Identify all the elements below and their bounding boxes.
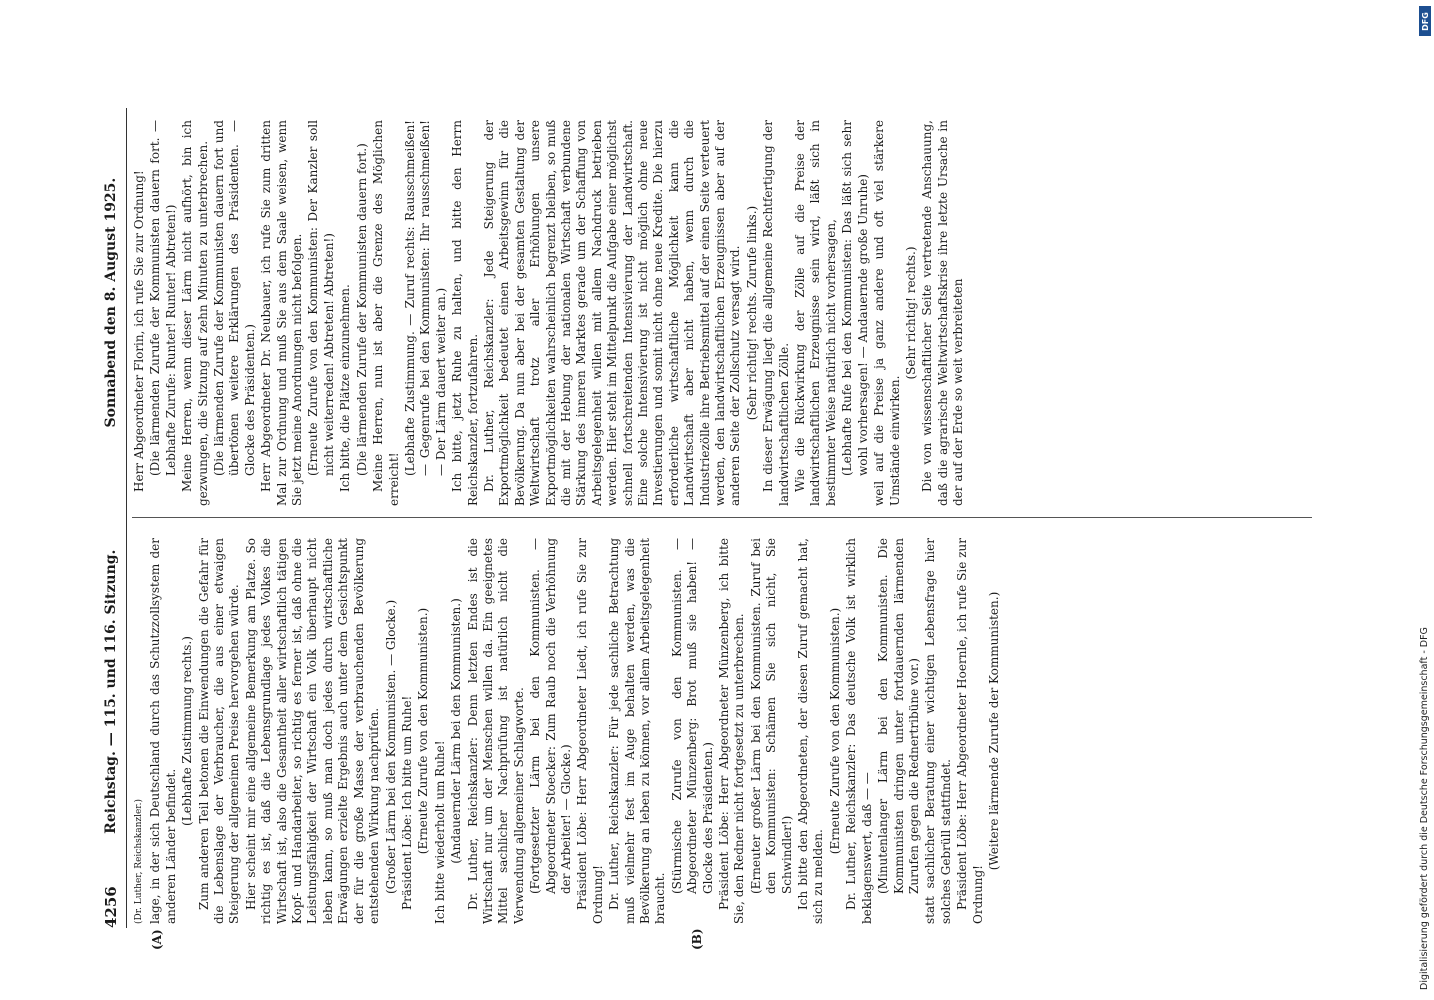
margin-mark-a: (A)	[150, 929, 164, 950]
paragraph: (Lebhafte Zustimmung. — Zuruf rechts: Rausschmeißen! — Gegenrufe bei den Kommunisten: Ihr rausschmeißen! — Der Lärm dauert weiter an.)	[402, 120, 448, 476]
paragraph: (Stürmische Zurufe von den Kommunisten. — Abgeordneter Münzenberg: Brot muß sie haben! — Glocke des Präsidenten.)	[669, 538, 715, 894]
paragraph: (Lebhafte Zustimmung rechts.)	[180, 636, 195, 826]
paragraph: Ich bitte wiederholt um Ruhe!	[432, 740, 447, 924]
paragraph: lage, in der sich Deutschland durch das Schutzzollsystem der anderen Länder befindet.	[148, 538, 178, 924]
header-date: Sonnabend den 8. August 1925.	[103, 177, 120, 428]
paragraph: (Erneuter großer Lärm bei den Kommunisten. Zuruf bei den Kommunisten: Schämen Sie sich nicht, Sie Schwindler!)	[748, 538, 794, 894]
paragraph: Ich bitte den Abgeordneten, der diesen Zuruf gemacht hat, sich zu melden.	[796, 538, 826, 924]
paragraph: Präsident Löbe: Herr Abgeordneter Münzenberg, ich bitte Sie, den Redner nicht fortgesetzt zu unterbrechen.	[717, 538, 747, 924]
paragraph: Hier scheint mir eine allgemeine Bemerkung am Platze. So richtig es ist, daß die Lebensgrundlage jedes Volkes die Wirtschaft ist, also die Gesamtheit aller wirtschaftlich tätigen Kopf- und Handarbeiter, so richtig es ferner ist, daß ohne die Leistungsfähigkeit der Wirtschaft ein Volk überhaupt nicht leben kann, so muß man doch jedes durch wirtschaftliche Erwägungen erzielte Ergebnis auch unter dem Gesichtspunkt der für die große Masse der verbrauchenden Bevölkerung entstehenden Wirkung nachprüfen.	[243, 538, 382, 924]
paragraph: (Die lärmenden Zurufe der Kommunisten dauern fort.)	[354, 143, 369, 476]
paragraph: (Die lärmenden Zurufe der Kommunisten dauern fort und übertönen weitere Erklärungen des Präsidenten. — Glocke des Präsidenten.)	[212, 120, 257, 476]
left-column	[132, 538, 1322, 924]
paragraph: Präsident Löbe: Herr Abgeordneter Hoernle, ich rufe Sie zur Ordnung!	[955, 538, 985, 924]
paragraph: Herr Abgeordneter Florin, ich rufe Sie zur Ordnung!	[132, 170, 146, 492]
paragraph: (Sehr richtig! rechts. Zurufe links.)	[744, 205, 759, 421]
paragraph: (Dr. Luther, Reichskanzler.)	[134, 799, 144, 924]
paragraph: Präsident Löbe: Ich bitte um Ruhe!	[399, 695, 414, 910]
paragraph: (Erneute Zurufe von den Kommunisten.)	[416, 607, 431, 855]
right-column	[132, 120, 1322, 506]
digitization-credit: Digitalisierung gefördert durch die Deutsche Forschungsgemeinschaft - DFG	[1419, 627, 1430, 990]
header-session: Reichstag. — 115. und 116. Sitzung.	[103, 549, 120, 834]
paragraph: (Erneute Zurufe von den Kommunisten: Der Kanzler soll nicht weiterreden! Abtreten! Abtreten!)	[306, 120, 336, 476]
paragraph: Dr. Luther, Reichskanzler: Das deutsche Volk ist wirklich beklagenswert, daß — —	[844, 538, 874, 924]
paragraph: Meine Herren, nun ist aber die Grenze des Möglichen erreicht!	[371, 120, 401, 506]
paragraph: Die von wissenschaftlicher Seite vertretende Anschauung, daß die agrarische Weltwirtschaftskrise ihre letzte Ursache in der auf der Erde so weit verbreiteten	[920, 120, 966, 506]
paragraph: Dr. Luther, Reichskanzler: Jede Steigerung der Exportmöglichkeit bedeutet einen Arbeitsgewinn für die Bevölkerung. Da nun aber bei der gesamten Gestaltung der Weltwirtschaft trotz aller Erhöhungen unsere Exportmöglichkeiten wahrscheinlich begrenzt bleiben, so muß die mit der Hebung der nationalen Wirtschaft verbundene Stärkung des inneren Marktes gerade um der Schaffung von Arbeitsgelegenheit willen mit allem Nachdruck betrieben werden. Hier steht im Mittelpunkt die Aufgabe einer möglichst schnell fortschreitenden Intensivierung der Landwirtschaft. Eine solche Intensivierung ist nicht möglich ohne neue Investierungen und somit nicht ohne neue Kredite. Die hierzu erforderliche wirtschaftliche Möglichkeit kann die Landwirtschaft aber nicht haben, wenn durch die Industriezölle ihre Betriebsmittel auf der einen Seite verteuert werden, den landwirtschaftlichen Erzeugnissen aber auf der anderen Seite der Zollschutz versagt wird.	[481, 120, 743, 506]
paragraph: weil auf die Preise ja ganz andere und oft viel stärkere Umstände einwirken.	[872, 120, 902, 506]
paragraph: Wie die Rückwirkung der Zölle auf die Preise der landwirtschaftlichen Erzeugnisse sein wird, läßt sich in bestimmter Weise natürlich nicht vorhersagen,	[793, 120, 838, 506]
paragraph: (Minutenlanger Lärm bei den Kommunisten. Die Kommunisten dringen unter fortdauernden lärmenden Zurufen gegen die Rednertribüne vor.)	[876, 538, 921, 894]
paragraph: (Lebhafte Rufe bei den Kommunisten: Das läßt sich sehr wohl vorhersagen! — Andauernde große Unruhe)	[840, 120, 870, 476]
page-number: 4256	[102, 886, 121, 928]
paragraph: (Andauernder Lärm bei den Kommunisten.)	[449, 598, 464, 864]
paragraph: Ich bitte, jetzt Ruhe zu halten, und bitte den Herrn Reichskanzler, fortzufahren.	[450, 120, 480, 506]
paragraph: Dr. Luther, Reichskanzler: Denn letzten Endes ist die Wirtschaft nur um der Menschen willen da. Ein geeignetes Mittel sachlicher Nachprüfung ist natürlich nicht die Verwendung allgemeiner Schlagworte.	[465, 538, 526, 924]
paragraph: (Erneute Zurufe von den Kommunisten.)	[827, 607, 842, 855]
paragraph: In dieser Erwägung liegt die allgemeine Rechtfertigung der landwirtschaftlichen Zölle.	[761, 120, 791, 506]
margin-mark-b: (B)	[690, 928, 704, 950]
paragraph: (Fortgesetzter Lärm bei den Kommunisten. — Abgeordneter Stoecker: Zum Raub noch die Verhöhnung der Arbeiter! — Glocke.)	[528, 538, 573, 894]
paragraph: Dr. Luther, Reichskanzler: Für jede sachliche Betrachtung muß vielmehr fest im Auge behalten werden, was die Bevölkerung an leben zu können, vor allem Arbeitsgelegenheit braucht.	[607, 538, 668, 924]
paragraph: Präsident Löbe: Herr Abgeordneter Liedt, ich rufe Sie zur Ordnung!	[575, 538, 605, 924]
paragraph: (Großer Lärm bei den Kommunisten. — Glocke.)	[383, 599, 398, 894]
document-page	[100, 108, 1330, 950]
dfg-logo	[1419, 6, 1431, 36]
paragraph: Ich bitte, die Plätze einzunehmen.	[338, 284, 353, 492]
dfg-logo-text: DFG	[1420, 11, 1430, 31]
column-divider	[132, 517, 1312, 518]
paragraph: Herr Abgeordneter Dr. Neubauer, ich rufe Sie zum dritten Mal zur Ordnung und muß Sie aus dem Saale weisen, wenn Sie jetzt meine Anordnungen nicht befolgen.	[259, 120, 305, 506]
paragraph: (Die lärmenden Zurufe der Kommunisten dauern fort. — Lebhafte Zurufe: Runter! Runter! Abtreten!)	[148, 120, 178, 476]
paragraph: Meine Herren, wenn dieser Lärm nicht aufhört, bin ich gezwungen, die Sitzung auf zehn Minuten zu unterbrechen.	[180, 120, 210, 506]
page-header	[100, 108, 124, 928]
paragraph: (Weitere lärmende Zurufe der Kommunisten.)	[986, 591, 1001, 871]
paragraph: statt sachlicher Beratung einer wichtigen Lebensfrage hier solches Gebrüll stattfindet.	[923, 538, 953, 924]
paragraph: Zum anderen Teil betonen die Einwendungen die Gefahr für die Lebenslage der Verbraucher, die aus einer etwaigen Steigerung der allgemeinen Preise hervorgehen würde.	[196, 538, 242, 924]
paragraph: (Sehr richtig! rechts.)	[903, 246, 918, 380]
header-rule	[126, 108, 127, 928]
